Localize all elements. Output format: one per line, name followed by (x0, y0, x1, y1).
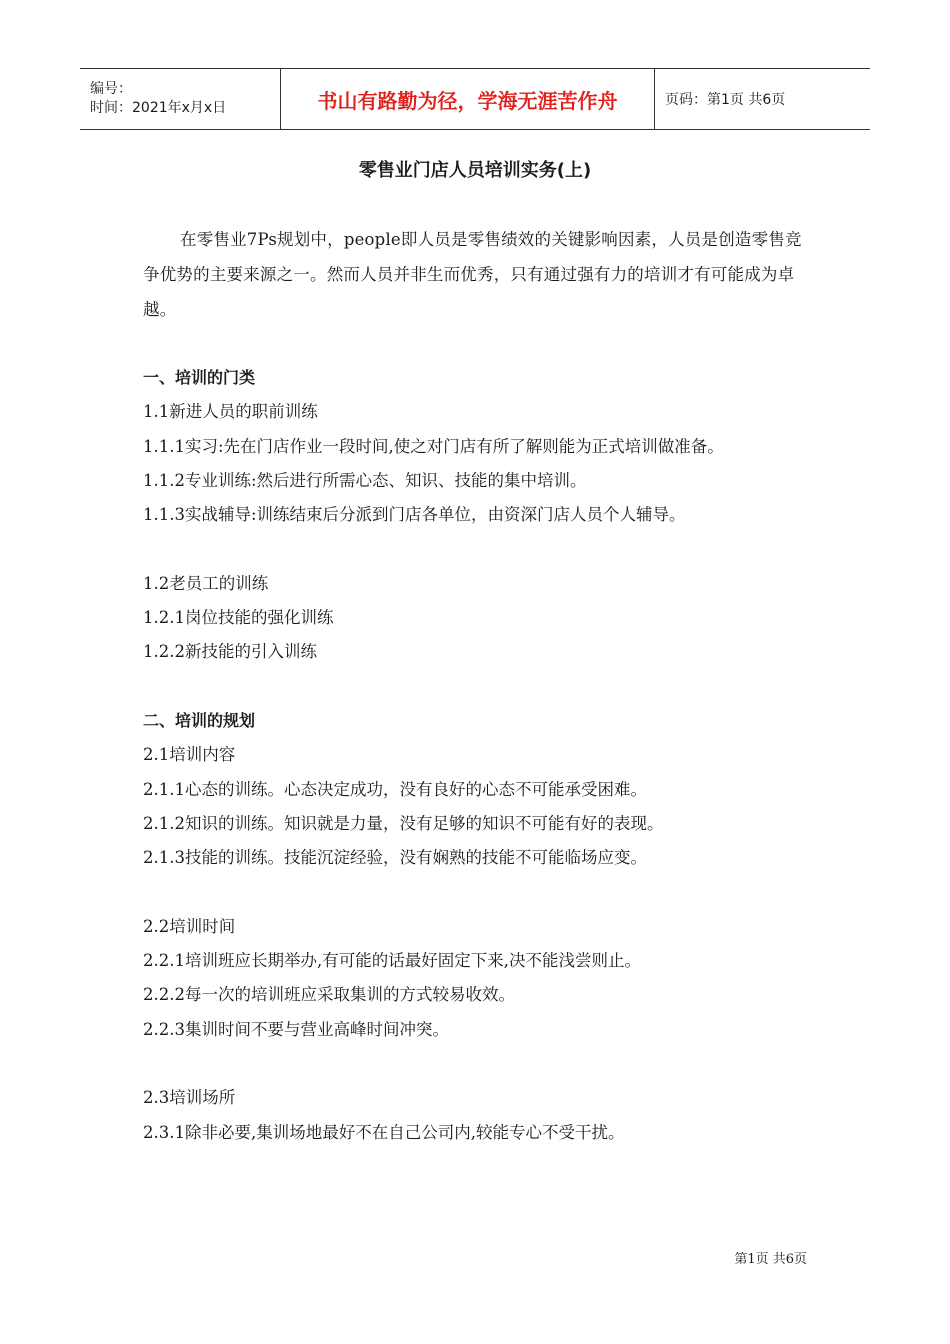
item-2-2-1: 2.2.1培训班应长期举办,有可能的话最好固定下来,决不能浅尝则止。 (143, 951, 641, 971)
spacer (143, 670, 808, 704)
item-1-2: 1.2老员工的训练 (143, 573, 269, 593)
spacer (143, 875, 808, 909)
item-1-2-2: 1.2.2新技能的引入训练 (143, 642, 317, 662)
item-1-1-3: 1.1.3实战辅导:训练结束后分派到门店各单位，由资深门店人员个人辅导。 (143, 505, 686, 525)
header-page-info (655, 69, 870, 129)
section-1-heading: 一、培训的门类 (143, 368, 256, 387)
item-2-1-3: 2.1.3技能的训练。技能沉淀经验，没有娴熟的技能不可能临场应变。 (143, 848, 647, 868)
item-2-2: 2.2培训时间 (143, 916, 236, 936)
document-header (80, 68, 870, 130)
item-2-1-2: 2.1.2知识的训练。知识就是力量，没有足够的知识不可能有好的表现。 (143, 813, 664, 833)
spacer (143, 1047, 808, 1081)
spacer (143, 532, 808, 566)
intro-paragraph: 在零售业7Ps规划中，people即人员是零售绩效的关键影响因素，人员是创造零售竞争优势的主要来源之一。然而人员并非生而优秀，只有通过强有力的培训才有可能成为卓越。 (143, 230, 802, 319)
header-meta (80, 69, 281, 129)
number-label: 编号： (90, 81, 132, 97)
document-body (143, 222, 808, 1150)
item-2-1-1: 2.1.1心态的训练。心态决定成功，没有良好的心态不可能承受困难。 (143, 779, 647, 799)
page-info-text: 页码：第1页 共6页 (665, 92, 786, 108)
item-2-2-2: 2.2.2每一次的培训班应采取集训的方式较易收效。 (143, 985, 515, 1005)
item-1-2-1: 1.2.1岗位技能的强化训练 (143, 608, 334, 628)
motto-text: 书山有路勤为径，学海无涯苦作舟 (317, 88, 618, 113)
item-1-1-1: 1.1.1实习:先在门店作业一段时间,使之对门店有所了解则能为正式培训做准备。 (143, 436, 724, 456)
section-2-heading: 二、培训的规划 (143, 710, 256, 730)
item-2-1: 2.1培训内容 (143, 745, 236, 765)
time-label: 时间：2021年x月x日 (90, 100, 227, 116)
document-title: 零售业门店人员培训实务(上) (358, 160, 592, 181)
item-2-3: 2.3培训场所 (143, 1088, 236, 1108)
item-1-1: 1.1新进人员的职前训练 (143, 402, 318, 422)
header-motto (281, 69, 655, 129)
page-footer: 第1页 共6页 (734, 1252, 807, 1267)
item-2-3-1: 2.3.1除非必要,集训场地最好不在自己公司内,较能专心不受干扰。 (143, 1122, 625, 1142)
item-2-2-3: 2.2.3集训时间不要与营业高峰时间冲突。 (143, 1019, 449, 1039)
item-1-1-2: 1.1.2专业训练:然后进行所需心态、知识、技能的集中培训。 (143, 470, 587, 490)
